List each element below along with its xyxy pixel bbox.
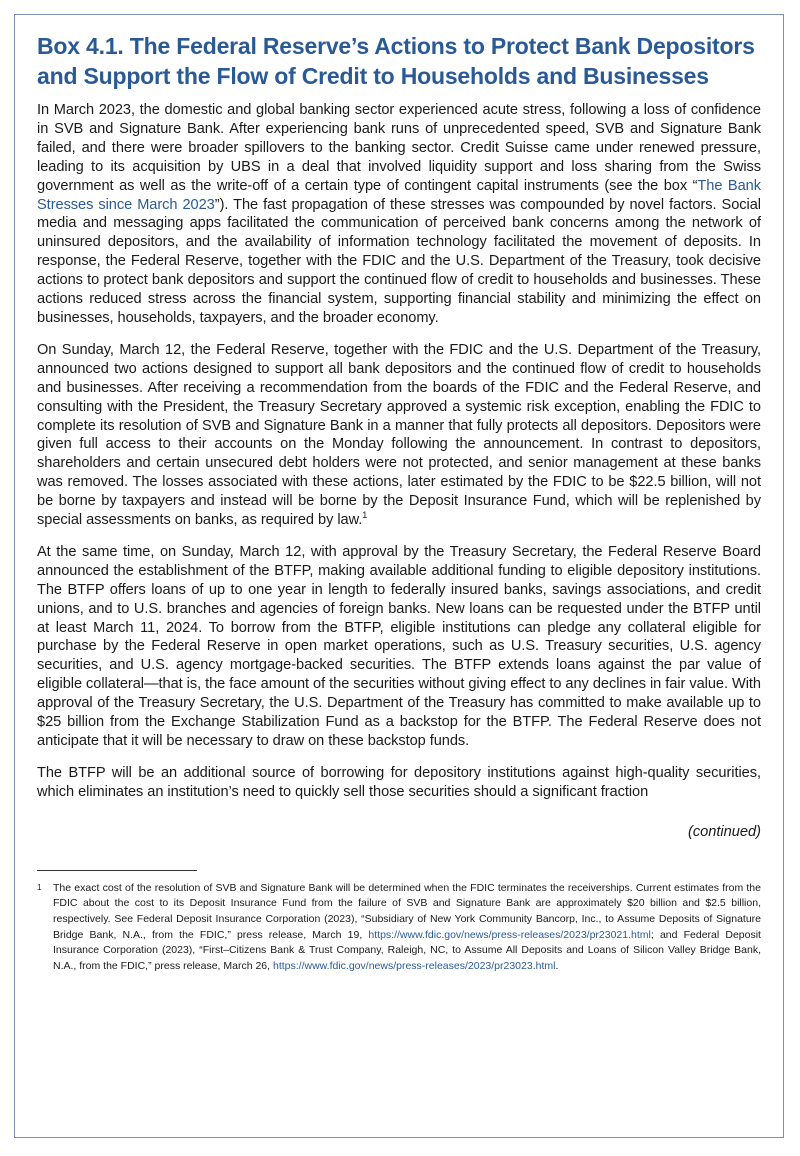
paragraph-4: The BTFP will be an additional source of borrowing for depository institutions against high-quality securities, which eliminates an institution’s need to quickly sell those securities should a significant fraction: [37, 764, 761, 800]
continued-label: (continued): [687, 823, 761, 840]
footnote-link-pr23021[interactable]: https://www.fdic.gov/news/press-releases/2023/pr23021.html: [368, 928, 651, 941]
footnote: [37, 881, 761, 975]
footnote-text-b: ; and Federal Deposit Insurance Corporation (2023), “First–Citizens Bank & Trust Company, Raleigh, NC, to Assume All Deposits and Loans of Silicon Valley Bridge Bank, N.A., from the FDIC,” press release, March 26,: [53, 928, 761, 972]
footnote-link-pr23023[interactable]: https://www.fdic.gov/news/press-releases/2023/pr23023.html: [272, 959, 556, 972]
box-frame: [14, 14, 784, 1138]
footnote-text: [53, 881, 761, 975]
paragraph-1-text-b: ”). The fast propagation of these stresses was compounded by novel factors. Social media and messaging apps facilitated the communication of perceived bank concerns among the network of uninsured depositors, and the availability of information technology facilitated the movement of deposits. In response, the Federal Reserve, together with the FDIC and the U.S. Department of the Treasury, took decisive actions to protect bank depositors and support the continued flow of credit to households and businesses. These actions reduced stress across the financial system, supporting financial stability and minimizing the effect on businesses, households, taxpayers, and the broader economy.: [37, 196, 761, 326]
footnote-text-a: The exact cost of the resolution of SVB and Signature Bank will be determined when the FDIC terminates the receiverships. Current estimates from the FDIC about the cost to its Deposit Insurance Fund from the failure of SVB and Signature Bank are approximately $20 billion and $2.5 billion, respectively. See Federal Deposit Insurance Corporation (2023), “Subsidiary of New York Community Bancorp, Inc., to Assume Deposits of Signature Bridge Bank, N.A., from the FDIC,” press release, March 19,: [53, 881, 761, 941]
box-content: [15, 15, 783, 974]
footnote-text-c: .: [555, 959, 559, 972]
footnote-marker[interactable]: 1: [362, 510, 368, 521]
footnote-number: 1: [37, 882, 42, 892]
bank-stresses-box-link[interactable]: The Bank Stresses since March 2023: [37, 177, 761, 213]
paragraph-1: [37, 101, 761, 328]
box-title: Box 4.1. The Federal Reserve’s Actions to Protect Bank Depositors and Support the Flow of Credit to Households and Businesses: [37, 33, 755, 89]
paragraph-3: At the same time, on Sunday, March 12, with approval by the Treasury Secretary, the Federal Reserve Board announced the establishment of the BTFP, making available additional funding to eligible depository institutions. The BTFP offers loans of up to one year in length to federally insured banks, savings associations, and credit unions, and to U.S. branches and agencies of foreign banks. New loans can be requested under the BTFP until at least March 11, 2024. To borrow from the BTFP, eligible institutions can pledge any collateral eligible for purchase by the Federal Reserve in open market operations, such as U.S. Treasury securities, U.S. agency securities, and U.S. agency mortgage-backed securities. The BTFP extends loans against the par value of eligible collateral—that is, the face amount of the securities without giving effect to any declines in fair value. With approval of the Treasury Secretary, the U.S. Department of the Treasury has committed to make available up to $25 billion from the Exchange Stabilization Fund as a backstop for the BTFP. The Federal Reserve does not anticipate that it will be necessary to draw on these backstop funds.: [37, 543, 761, 749]
footnote-rule: [37, 870, 197, 871]
paragraph-2: [37, 341, 761, 530]
paragraph-1-text-a: In March 2023, the domestic and global banking sector experienced acute stress, following a loss of confidence in SVB and Signature Bank. After experiencing bank runs of unprecedented speed, SVB and Signature Bank failed, and there were broader spillovers to the banking sector. Credit Suisse came under renewed pressure, leading to its acquisition by UBS in a deal that involved liquidity support and loss sharing from the Swiss government as well as the write-off of a certain type of contingent capital instruments (see the box “: [37, 102, 761, 194]
paragraph-2-text: On Sunday, March 12, the Federal Reserve, together with the FDIC and the U.S. Department of the Treasury, announced two actions designed to support all bank depositors and the continued flow of credit to households and businesses. After receiving a recommendation from the boards of the FDIC and the Federal Reserve, and consulting with the President, the Treasury Secretary approved a systemic risk exception, enabling the FDIC to complete its resolution of SVB and Signature Bank in a manner that fully protects all depositors. Depositors were given full access to their accounts on the Monday following the announcement. In contrast to depositors, shareholders and certain unsecured debt holders were not protected, and senior management at these banks was removed. The losses associated with these actions, later estimated by the FDIC to be $22.5 billion, will not be borne by taxpayers and instead will be borne by the Deposit Insurance Fund, which will be replenished by special assessments on banks, as required by law.: [37, 341, 761, 529]
